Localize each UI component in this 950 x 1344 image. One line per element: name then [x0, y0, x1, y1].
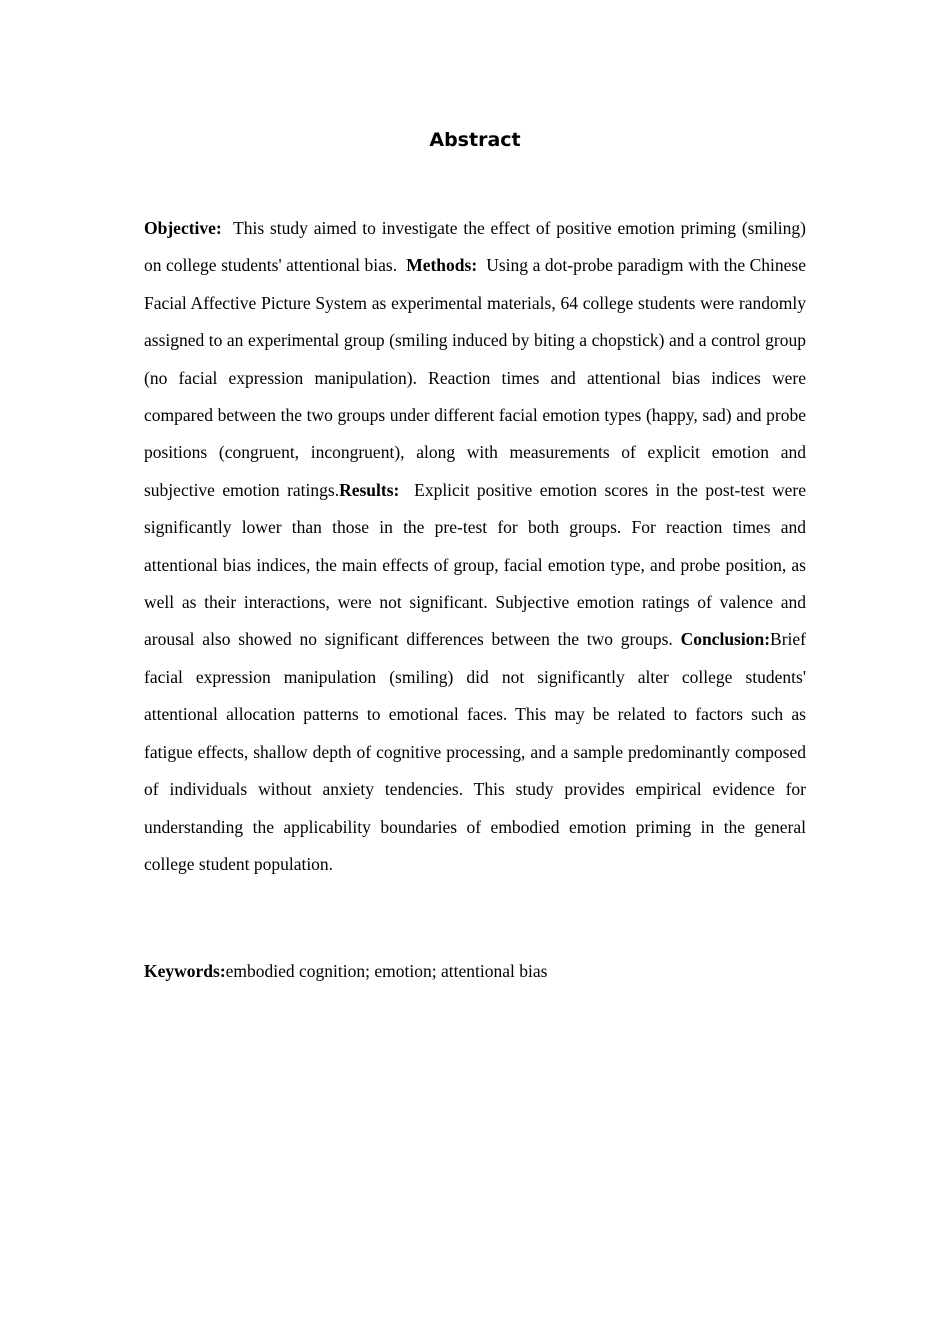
keywords-line	[144, 953, 806, 990]
methods-text: Using a dot-probe paradigm with the Chinese Facial Affective Picture System as experimental materials, 64 college students were randomly assigned to an experimental group (smiling induced by biting a chopstick) and a control group (no facial expression manipulation). Reaction times and attentional bias indices were compared between the two groups under different facial emotion types (happy, sad) and probe positions (congruent, incongruent), along with measurements of explicit emotion and subjective emotion ratings.	[144, 255, 807, 500]
keywords-text: embodied cognition; emotion; attentional bias	[225, 961, 548, 981]
keywords-label: Keywords:	[144, 961, 226, 981]
page-title: Abstract	[429, 129, 521, 151]
objective-text: This study aimed to investigate the effect of positive emotion priming (smiling) on college students' attentional bias.	[144, 218, 806, 276]
conclusion-text: Brief facial expression manipulation (smiling) did not significantly alter college students' attentional allocation patterns to emotional faces. This may be related to factors such as fatigue effects, shallow depth of cognitive processing, and a sample predominantly composed of individuals without anxiety tendencies. This study provides empirical evidence for understanding the applicability boundaries of embodied emotion priming in the general college student population.	[144, 629, 806, 874]
abstract-paragraph	[144, 210, 806, 883]
methods-label: Methods:	[406, 255, 478, 276]
conclusion-label: Conclusion:	[680, 629, 771, 650]
results-label: Results:	[339, 479, 400, 500]
objective-label: Objective:	[144, 218, 222, 238]
results-text: Explicit positive emotion scores in the post-test were significantly lower than those in the pre-test for both groups. For reaction times and attentional bias indices, the main effects of group, facial emotion type, and probe position, as well as their interactions, were not significant. Subjective emotion ratings of valence and arousal also showed no significant differences between the two groups.	[144, 479, 806, 650]
